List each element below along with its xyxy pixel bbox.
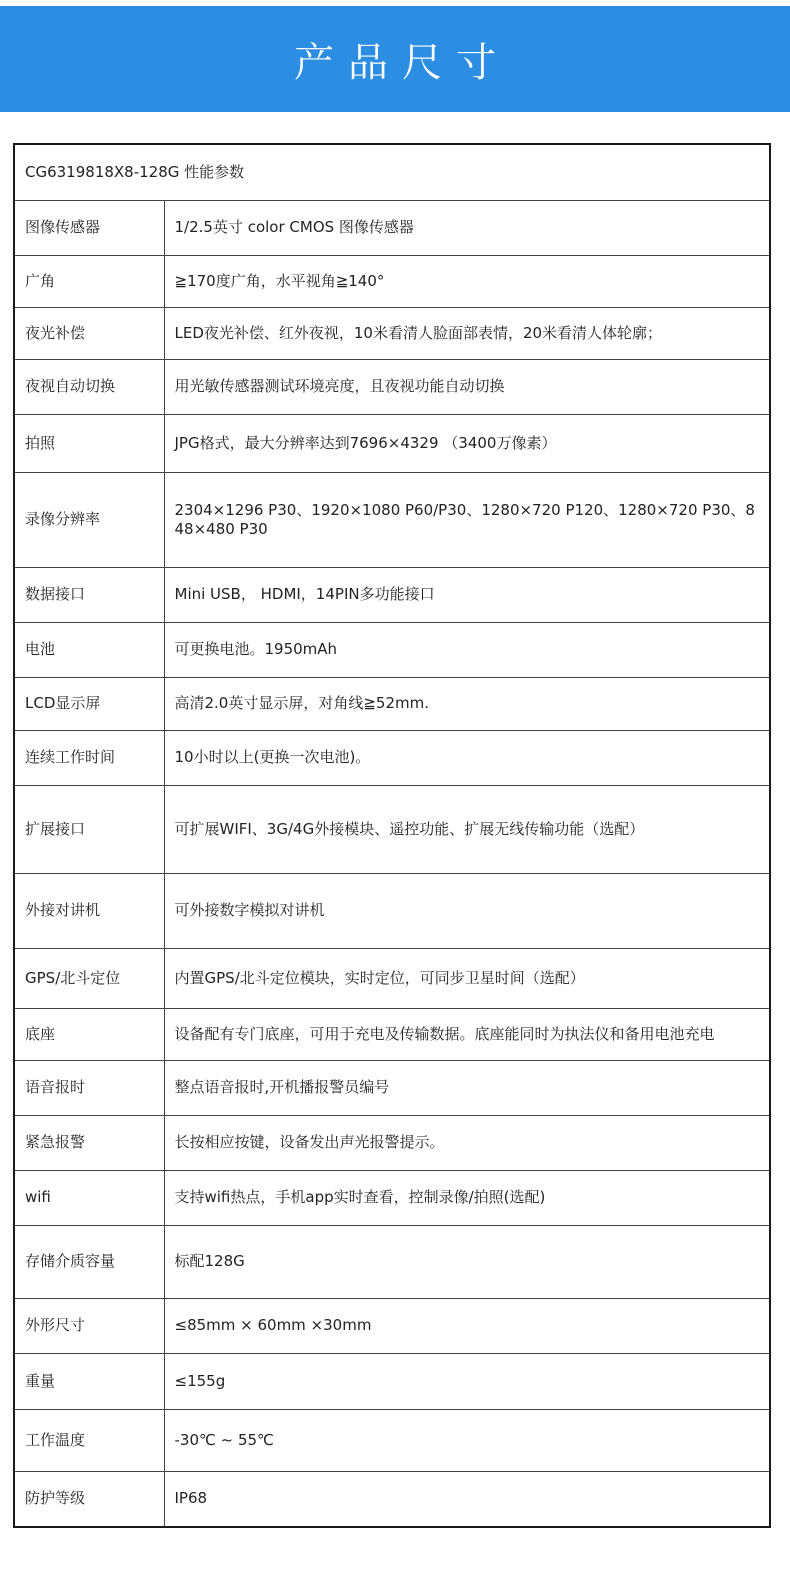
row-label: 工作温度 [14, 1409, 164, 1471]
row-label: 拍照 [14, 414, 164, 472]
row-value: ≤85mm × 60mm ×30mm [164, 1298, 770, 1353]
row-value: ≤155g [164, 1353, 770, 1409]
table-row [14, 785, 770, 873]
table-row [14, 200, 770, 255]
row-label: 录像分辨率 [14, 472, 164, 567]
table-row [14, 1115, 770, 1170]
row-value: 设备配有专门底座，可用于充电及传输数据。底座能同时为执法仪和备用电池充电 [164, 1008, 770, 1060]
table-header-row [14, 144, 770, 200]
row-value: Mini USB， HDMI，14PIN多功能接口 [164, 567, 770, 622]
title-banner [0, 6, 790, 112]
row-value: 标配128G [164, 1225, 770, 1298]
row-value: 2304×1296 P30、1920×1080 P60/P30、1280×720 P120、1280×720 P30、848×480 P30 [164, 472, 770, 567]
row-label: 夜光补偿 [14, 307, 164, 359]
row-label: 扩展接口 [14, 785, 164, 873]
row-value: 长按相应按键，设备发出声光报警提示。 [164, 1115, 770, 1170]
table-row [14, 255, 770, 307]
row-value: 10小时以上(更换一次电池)。 [164, 730, 770, 785]
row-label: 外形尺寸 [14, 1298, 164, 1353]
row-value: IP68 [164, 1471, 770, 1527]
row-value: -30℃ ~ 55℃ [164, 1409, 770, 1471]
row-label: wifi [14, 1170, 164, 1225]
row-value: ≧170度广角，水平视角≧140° [164, 255, 770, 307]
table-row [14, 948, 770, 1008]
row-value: 可外接数字模拟对讲机 [164, 873, 770, 948]
table-row [14, 730, 770, 785]
table-row [14, 472, 770, 567]
table-row [14, 1060, 770, 1115]
table-row [14, 567, 770, 622]
row-label: 防护等级 [14, 1471, 164, 1527]
table-row [14, 873, 770, 948]
table-row [14, 622, 770, 677]
table-row [14, 1471, 770, 1527]
row-label: GPS/北斗定位 [14, 948, 164, 1008]
row-value: JPG格式，最大分辨率达到7696×4329 （3400万像素） [164, 414, 770, 472]
row-label: 夜视自动切换 [14, 359, 164, 414]
table-row [14, 1298, 770, 1353]
table-row [14, 1225, 770, 1298]
table-row [14, 1409, 770, 1471]
row-value: 支持wifi热点，手机app实时查看，控制录像/拍照(选配) [164, 1170, 770, 1225]
row-label: 图像传感器 [14, 200, 164, 255]
page-title: 产品尺寸 [294, 39, 510, 86]
row-label: 电池 [14, 622, 164, 677]
table-row [14, 1353, 770, 1409]
spec-table [13, 143, 771, 1528]
row-label: 数据接口 [14, 567, 164, 622]
row-label: 存储介质容量 [14, 1225, 164, 1298]
row-value: 用光敏传感器测试环境亮度，且夜视功能自动切换 [164, 359, 770, 414]
row-value: 1/2.5英寸 color CMOS 图像传感器 [164, 200, 770, 255]
row-value: 内置GPS/北斗定位模块，实时定位，可同步卫星时间（选配） [164, 948, 770, 1008]
table-header: CG6319818X8-128G 性能参数 [14, 144, 770, 200]
row-value: 可扩展WIFI、3G/4G外接模块、遥控功能、扩展无线传输功能（选配） [164, 785, 770, 873]
row-label: LCD显示屏 [14, 677, 164, 730]
row-label: 底座 [14, 1008, 164, 1060]
table-row [14, 1008, 770, 1060]
row-label: 语音报时 [14, 1060, 164, 1115]
row-label: 连续工作时间 [14, 730, 164, 785]
row-label: 紧急报警 [14, 1115, 164, 1170]
table-row [14, 677, 770, 730]
row-value: 高清2.0英寸显示屏，对角线≧52mm. [164, 677, 770, 730]
row-label: 重量 [14, 1353, 164, 1409]
table-row [14, 359, 770, 414]
row-value: LED夜光补偿、红外夜视，10米看清人脸面部表情，20米看清人体轮廓； [164, 307, 770, 359]
row-value: 整点语音报时,开机播报警员编号 [164, 1060, 770, 1115]
row-label: 外接对讲机 [14, 873, 164, 948]
row-label: 广角 [14, 255, 164, 307]
table-row [14, 1170, 770, 1225]
row-value: 可更换电池。1950mAh [164, 622, 770, 677]
table-row [14, 414, 770, 472]
table-row [14, 307, 770, 359]
